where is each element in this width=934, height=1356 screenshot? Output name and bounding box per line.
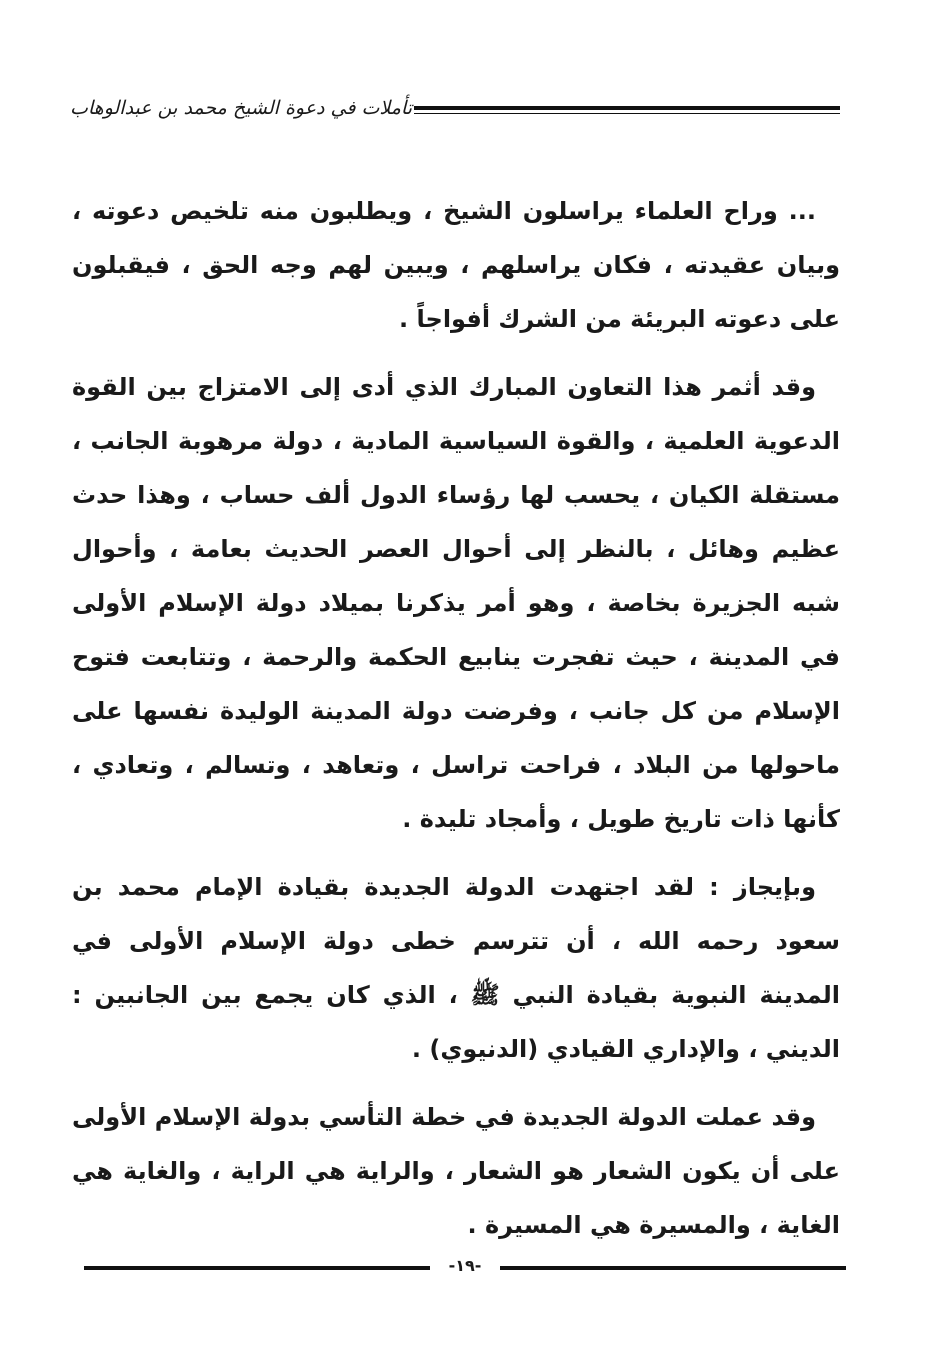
footer-rule-right <box>500 1266 846 1270</box>
header-rule-thick <box>414 106 840 110</box>
paragraph-3: وبإيجاز : لقد اجتهدت الدولة الجديدة بقيادة الإمام محمد بن سعود رحمه الله ، أن تترسم خطى دولة الإسلام الأولى في المدينة النبوية بقيادة النبي ﷺ ، الذي كان يجمع بين الجانبين : الديني ، والإداري القيادي (الدنيوي) . <box>72 873 840 1063</box>
paragraph-4: وقد عملت الدولة الجديدة في خطة التأسي بدولة الإسلام الأولى على أن يكون الشعار هو الشعار ، والراية هي الراية ، والغاية هي الغاية ، والمسيرة هي المسيرة . <box>72 1103 840 1239</box>
page-body <box>72 184 840 1252</box>
page-footer <box>84 1254 846 1278</box>
header-rule-thin <box>414 113 840 114</box>
page-number: -١٩- <box>448 1256 482 1275</box>
running-header <box>70 96 840 124</box>
footer-rule-left <box>84 1266 430 1270</box>
running-header-title: تأملات في دعوة الشيخ محمد بن عبدالوهاب <box>70 97 412 119</box>
paragraph-1: ... وراح العلماء يراسلون الشيخ ، ويطلبون منه تلخيص دعوته ، وبيان عقيدته ، فكان يراسلهم ، ويبين لهم وجه الحق ، فيقبلون على دعوته البريئة من الشرك أفواجاً . <box>72 197 840 333</box>
paragraph-2: وقد أثمر هذا التعاون المبارك الذي أدى إلى الامتزاج بين القوة الدعوية العلمية ، والقوة السياسية المادية ، دولة مرهوبة الجانب ، مستقلة الكيان ، يحسب لها رؤساء الدول ألف حساب ، وهذا حدث عظيم وهائل ، بالنظر إلى أحوال العصر الحديث بعامة ، وأحوال شبه الجزيرة بخاصة ، وهو أمر يذكرنا بميلاد دولة الإسلام الأولى في المدينة ، حيث تفجرت ينابيع الحكمة والرحمة ، وتتابعت فتوح الإسلام من كل جانب ، وفرضت دولة المدينة الوليدة نفسها على ماحولها من البلاد ، فراحت تراسل ، وتعاهد ، وتسالم ، وتعادي ، كأنها ذات تاريخ طويل ، وأمجاد تليدة . <box>72 373 840 833</box>
